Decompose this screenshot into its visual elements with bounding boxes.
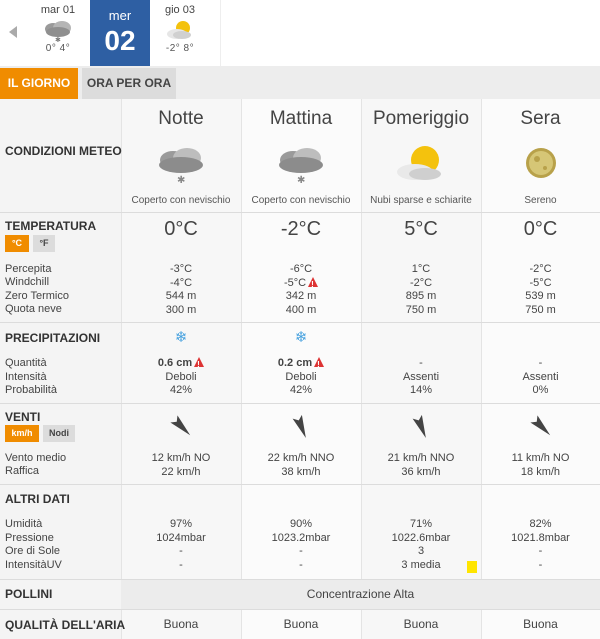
temp-details [121,263,241,317]
snowflake-icon: ❄ [294,329,308,346]
snow-cloud-icon [151,140,211,186]
wind-details [121,452,241,479]
unit-knots-button[interactable]: Nodi [43,425,75,442]
amount-row [121,357,241,371]
pressure-value: 1022.6mbar [391,531,451,544]
snow-level-value: 400 m [285,303,317,316]
windchill-value: -2°C [409,276,433,289]
period-temperature: 0°C [164,218,198,240]
label-humidity: Umidità [5,518,43,530]
wind-direction-arrow-icon [361,410,481,442]
intensity-value: Assenti [522,370,559,383]
other-details [481,518,600,572]
period-name: Pomeriggio [372,108,470,129]
day-prev[interactable] [30,0,86,66]
windchill-row [241,277,361,291]
feels-value: 1°C [411,263,431,275]
wind-value: 21 km/h NNO [387,452,455,464]
gust-value: 18 km/h [520,465,561,478]
probability-value: 14% [409,384,433,396]
warning-icon[interactable] [314,357,324,367]
windchill-value: -4°C [169,276,193,289]
other-details [361,518,481,572]
section-air-quality-title: QUALITÀ DELL'ARIA [5,618,126,632]
snow-cloud-icon [271,140,331,186]
pressure-value: 1024mbar [156,531,206,544]
section-other-title: ALTRI DATI [5,492,70,506]
wind-direction-arrow-icon [481,410,600,442]
air-quality-value: Buona [403,617,439,631]
windchill-value: -5°C [529,276,552,289]
label-gust: Raffica [5,465,40,477]
wind-direction-arrow-icon [121,410,241,442]
other-details [121,518,241,572]
amount-value: - [419,357,423,369]
label-probability: Probabilità [5,384,57,396]
zero-value: 539 m [525,290,556,302]
wind-value: 11 km/h NO [511,452,570,464]
weather-description: Sereno [524,195,557,206]
amount-value: - [538,357,543,369]
humidity-value: 71% [409,518,433,530]
precip-details [361,357,481,398]
label-uv: IntensitàUV [5,559,62,571]
label-wind-average: Vento medio [5,452,67,464]
divider [0,484,600,485]
intensity-value: Deboli [285,370,317,383]
day-next[interactable] [152,0,208,66]
period-name: Sera [520,108,561,129]
label-pressure: Pressione [5,532,54,544]
unit-fahrenheit-button[interactable]: °F [33,235,55,252]
weather-icon-notte [121,140,241,186]
section-wind-title: VENTI [5,410,41,424]
weather-description: Nubi sparse e schiarite [370,195,472,206]
divider [0,322,600,323]
uv-value: 3 media [401,558,441,571]
uv-value: - [299,558,303,571]
weather-description: Coperto con nevischio [251,195,351,206]
period-temperature: 5°C [404,218,438,240]
wind-details [241,452,361,479]
wind-direction-arrow-icon [241,410,361,442]
probability-value: 0% [532,384,549,396]
period-temperature: 0°C [523,218,558,240]
day-current-name: mer [108,8,132,23]
snowflake-icon: ❄ [174,329,188,346]
humidity-value: 82% [529,518,552,530]
sun-cloud-icon [391,140,451,186]
divider [0,403,600,404]
humidity-value: 90% [289,518,313,530]
temp-details [481,263,600,317]
amount-row [241,357,361,371]
period-name: Mattina [269,108,333,129]
temp-details [241,263,361,317]
wind-details [481,452,600,479]
weather-description: Coperto con nevischio [131,195,231,206]
precip-details [241,357,361,398]
temp-details [361,263,481,317]
weather-icon-sera [481,140,600,186]
pressure-value: 1021.8mbar [511,531,570,544]
day-selector [0,0,600,66]
section-pollen-title: POLLINI [5,587,53,601]
zero-value: 895 m [405,290,437,302]
wind-value: 22 km/h NNO [267,452,335,464]
day-current-number: 02 [104,25,136,56]
precip-details [481,357,600,398]
precip-details [121,357,241,398]
section-temperature-title: TEMPERATURA [5,219,97,233]
weather-icon-mattina [241,140,361,186]
snow-level-value: 750 m [405,303,437,316]
probability-value: 42% [169,384,193,396]
weather-icon-pomeriggio [361,140,481,186]
section-conditions-title: CONDIZIONI METEO [5,144,122,158]
divider [0,212,600,213]
prev-day-arrow-icon[interactable] [9,26,17,38]
svg-text:✱: ✱ [177,175,186,186]
snow-level-value: 300 m [165,303,197,316]
sun-hours-value: - [179,545,183,557]
uv-value: - [538,558,543,571]
windchill-value: -5°C [283,276,307,289]
sun-cloud-icon [163,17,197,43]
wind-value: 12 km/h NO [151,452,211,464]
day-next-name: gio 03 [165,4,195,16]
other-details [241,518,361,572]
unit-kmh-button[interactable]: km/h [5,425,39,442]
uv-value: - [179,558,183,571]
day-prev-temps: 0° 4° [45,43,71,54]
label-sun-hours: Ore di Sole [5,545,61,557]
humidity-value: 97% [169,518,193,530]
tab-day[interactable]: IL GIORNO [0,68,78,99]
gust-value: 22 km/h [161,465,201,478]
air-quality-value: Buona [523,617,558,631]
gust-value: 38 km/h [281,465,321,478]
label-feels: Percepita [5,263,52,275]
gust-value: 36 km/h [401,465,441,478]
intensity-value: Deboli [165,370,197,383]
snow-level-value: 750 m [525,303,556,316]
sun-hours-value: - [299,545,303,557]
svg-text:✱: ✱ [297,175,306,186]
period-temperature: -2°C [280,218,322,240]
day-next-temps: -2° 8° [165,43,195,54]
probability-value: 42% [289,384,313,396]
day-prev-name: mar 01 [40,4,76,16]
label-amount: Quantità [5,357,47,369]
zero-value: 544 m [165,290,197,302]
amount-value: 0.6 cm [157,357,193,369]
period-name: Notte [158,108,204,129]
sun-hours-value: 3 [417,545,425,557]
warning-icon[interactable] [194,357,204,367]
intensity-value: Assenti [402,370,440,383]
warning-icon[interactable] [308,277,318,287]
label-windchill: Windchill [5,276,50,288]
svg-text:✱: ✱ [55,37,61,43]
day-selector-spacer [220,0,600,66]
label-intensity: Intensità [5,371,47,383]
unit-celsius-button[interactable]: °C [5,235,29,252]
air-quality-value: Buona [283,617,319,631]
feels-value: -3°C [169,263,193,275]
divider [0,609,600,610]
day-current[interactable] [90,0,150,66]
feels-value: -2°C [529,263,552,275]
uv-level-badge [467,561,477,573]
wind-details [361,452,481,479]
sun-hours-value: - [538,545,543,557]
snow-cloud-icon [41,17,75,43]
pressure-value: 1023.2mbar [271,531,331,544]
section-precipitation-title: PRECIPITAZIONI [5,331,101,345]
amount-value: 0.2 cm [277,357,313,369]
label-zero: Zero Termico [5,290,69,302]
feels-value: -6°C [289,263,313,275]
air-quality-value: Buona [163,617,199,631]
tab-hourly[interactable]: ORA PER ORA [82,68,176,99]
view-tabs [0,66,600,99]
zero-value: 342 m [285,290,317,302]
moon-icon [511,140,571,186]
pollen-value: Concentrazione Alta [306,587,415,601]
label-snow-level: Quota neve [5,303,62,315]
